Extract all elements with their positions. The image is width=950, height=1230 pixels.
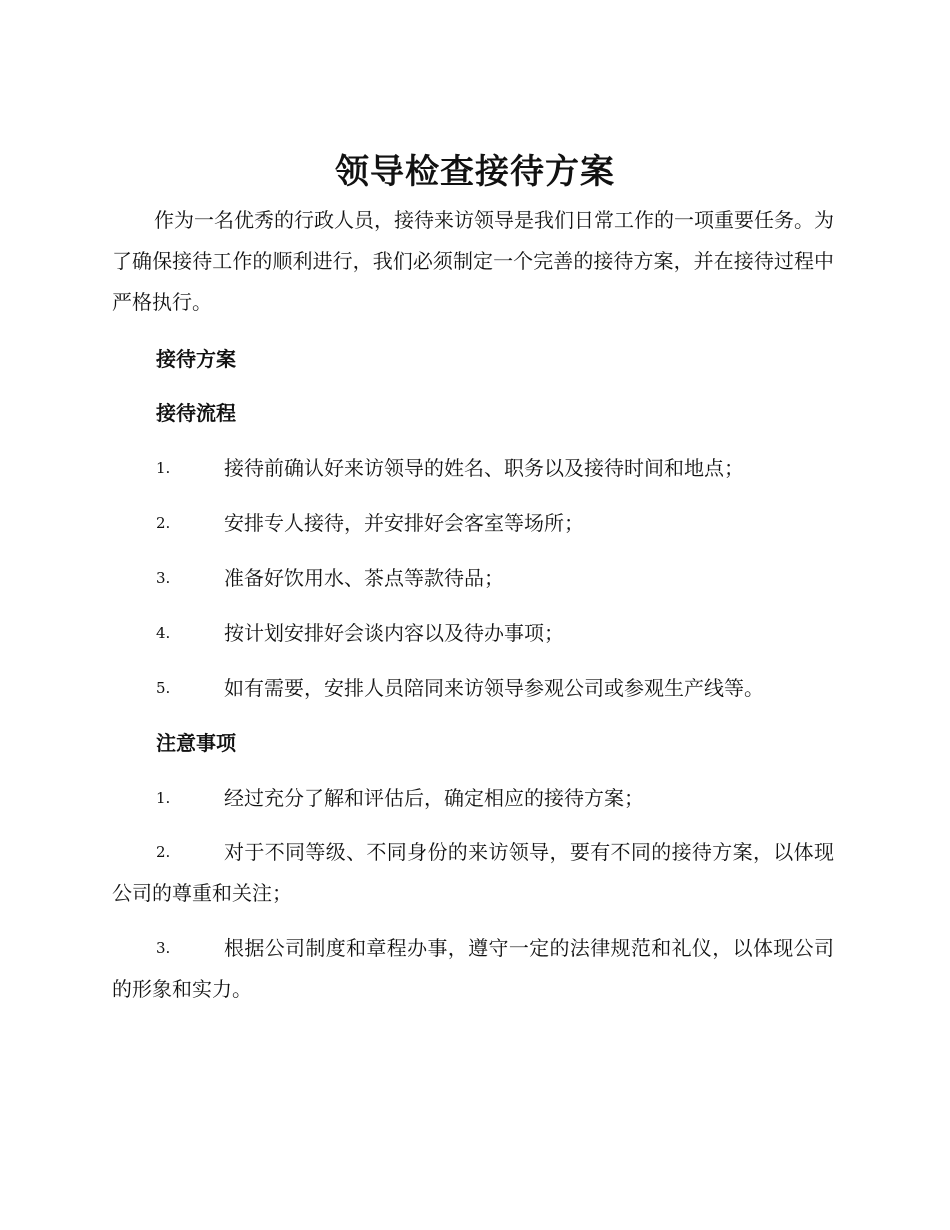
list-item-number: 2.	[156, 843, 171, 861]
notes-list-item	[112, 832, 834, 914]
document-title: 领导检查接待方案	[335, 152, 615, 192]
process-list-item	[112, 558, 834, 599]
list-item-text: 准备好饮用水、茶点等款待品；	[224, 566, 504, 590]
process-list-item	[112, 668, 834, 709]
list-item-text: 安排专人接待，并安排好会客室等场所；	[224, 511, 584, 535]
list-item-number: 2.	[156, 514, 171, 532]
process-list-item	[112, 613, 834, 654]
list-item-number: 3.	[156, 569, 171, 587]
heading-notes: 注意事项	[156, 731, 236, 755]
notes-list-item	[112, 928, 834, 1010]
intro-paragraph: 作为一名优秀的行政人员，接待来访领导是我们日常工作的一项重要任务。为了确保接待工作的顺利进行，我们必须制定一个完善的接待方案，并在接待过程中严格执行。	[112, 208, 834, 314]
list-item-number: 1.	[156, 789, 171, 807]
heading-reception-process: 接待流程	[156, 401, 236, 425]
list-item-text: 根据公司制度和章程办事，遵守一定的法律规范和礼仪，以体现公司的形象和实力。	[112, 936, 834, 1001]
list-item-text: 经过充分了解和评估后，确定相应的接待方案；	[224, 786, 644, 810]
list-item-text: 如有需要，安排人员陪同来访领导参观公司或参观生产线等。	[224, 676, 764, 700]
list-item-number: 3.	[156, 939, 171, 957]
heading-reception-plan: 接待方案	[156, 347, 236, 371]
list-item-text: 对于不同等级、不同身份的来访领导，要有不同的接待方案，以体现公司的尊重和关注；	[112, 840, 834, 905]
process-list-item	[112, 503, 834, 544]
process-list-item	[112, 448, 834, 489]
list-item-number: 1.	[156, 459, 171, 477]
list-item-text: 按计划安排好会谈内容以及待办事项；	[224, 621, 564, 645]
notes-list-item	[112, 778, 834, 819]
list-item-text: 接待前确认好来访领导的姓名、职务以及接待时间和地点；	[224, 456, 744, 480]
list-item-number: 5.	[156, 679, 171, 697]
list-item-number: 4.	[156, 624, 171, 642]
